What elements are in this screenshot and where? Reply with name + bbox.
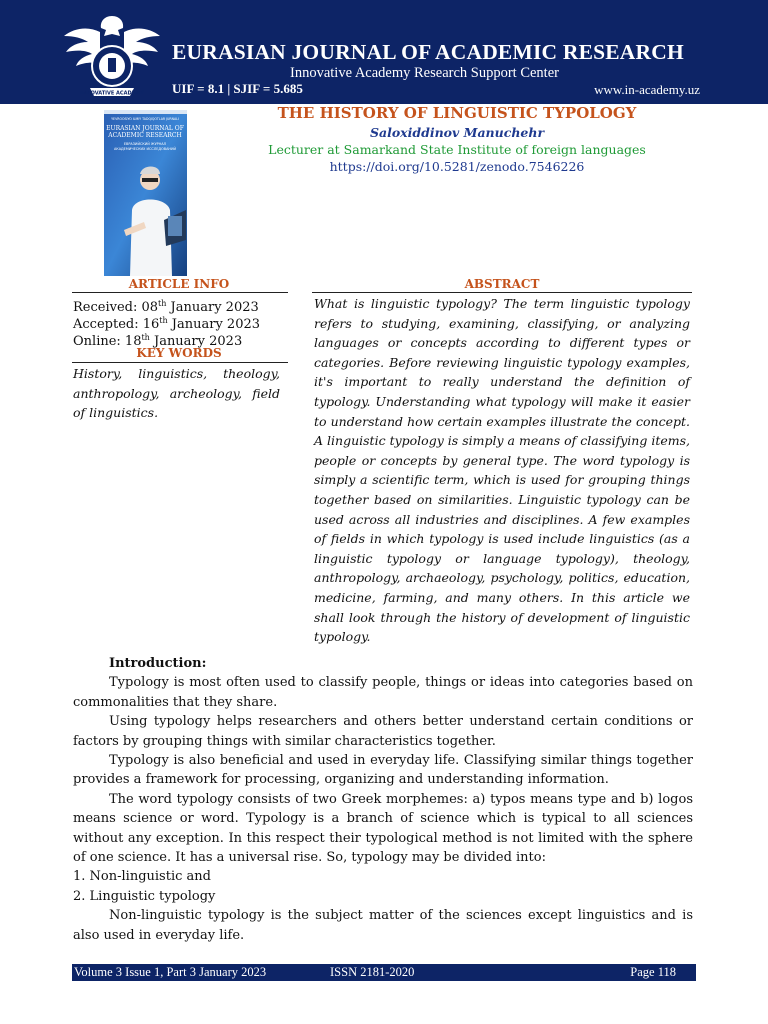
body-paragraph: Typology is also beneficial and used in everyday life. Classifying similar things together provides a framework for processing, organizing and understanding information. [73, 753, 693, 788]
journal-header [0, 0, 768, 104]
body-paragraph: Non-linguistic typology is the subject matter of the sciences except linguistics and is also used in everyday life. [73, 908, 693, 943]
received-date: Received: 08th January 2023 [73, 299, 259, 315]
list-item: 2. Linguistic typology [73, 888, 216, 904]
cover-title-line1: EURASIAN JOURNAL OF [106, 125, 184, 132]
footer-issn: ISSN 2181-2020 [330, 965, 415, 979]
list-item: 1. Non-linguistic and [73, 869, 211, 885]
article-author: Saloxiddinov Manuchehr [369, 125, 545, 140]
body-paragraph: Typology is most often used to classify people, things or ideas into categories based on commonalities that they share. [73, 675, 693, 710]
body-paragraph: Using typology helps researchers and others better understand certain conditions or factors by grouping things with similar characteristics together. [73, 714, 693, 749]
journal-indexes: UIF = 8.1 | SJIF = 5.685 [172, 81, 303, 96]
cover-sub-line2: АКАДЕМИЧЕСКИХ ИССЛЕДОВАНИЙ [113, 147, 177, 151]
emblem-label: INNOVATIVE ACADEMY [80, 90, 144, 97]
introduction-heading: Introduction: [109, 656, 207, 671]
article-title: THE HISTORY OF LINGUISTIC TYPOLOGY [277, 104, 637, 122]
journal-subtitle: Innovative Academy Research Support Center [290, 65, 559, 81]
article-info-heading: ARTICLE INFO [128, 277, 230, 291]
footer-volume: Volume 3 Issue 1, Part 3 January 2023 [74, 965, 267, 979]
keywords-heading: KEY WORDS [136, 346, 222, 360]
doi-link[interactable]: https://doi.org/10.5281/zenodo.7546226 [329, 159, 585, 174]
cover-top-line: YEVROOSIYO ILMIY TADQIQOTLAR JURNALI [111, 117, 179, 121]
author-affiliation: Lecturer at Samarkand State Institute of foreign languages [268, 142, 646, 157]
cover-title-line2: ACADEMIC RESEARCH [108, 132, 182, 139]
cover-sub-line1: ЕВРАЗИЙСКИЙ ЖУРНАЛ [123, 142, 167, 146]
keywords-divider [72, 362, 288, 363]
keywords-text: History, linguistics, theology, anthropology, archeology, field of linguistics. [73, 366, 280, 420]
abstract-divider [312, 292, 692, 293]
journal-title: EURASIAN JOURNAL OF ACADEMIC RESEARCH [172, 40, 684, 64]
article-body [73, 654, 693, 945]
eagle-emblem-icon [60, 6, 164, 102]
journal-website-link[interactable]: www.in-academy.uz [594, 82, 700, 97]
accepted-date: Accepted: 16th January 2023 [73, 316, 261, 332]
body-paragraph: The word typology consists of two Greek morphemes: a) typos means type and b) logos means science or word. Typology is a branch of science which is typical to all sciences without any exception. In this respect their typological method is not limited with the sphere of one science. It has a universal rise. So, typology may be divided into: [73, 791, 693, 866]
online-date: Online: 18th January 2023 [73, 333, 243, 349]
journal-cover-image [104, 110, 187, 276]
page-footer [72, 964, 696, 981]
article-info-divider [72, 292, 288, 293]
abstract-text: What is linguistic typology? The term linguistic typology refers to studying, examining, classifying, or analyzing languages or concepts according to different types or categories. Before reviewing linguistic typology examples, it's important to really understand the definition of typology. Understanding what typology will make it easier to understand how certain examples illustrate the concept. A linguistic typology is simply a means of classifying items, people or concepts by general type. The word typology is simply a scientific term, which is used for grouping things together based on similarities. Linguistic typology can be used across all industries and disciplines. A few examples of fields in which typology is used include linguistics (as a linguistic typology or language typology), theology, anthropology, archaeology, psychology, politics, education, medicine, farming, and many others. In this article we shall look through the history of development of linguistic typology. [314, 296, 690, 645]
abstract-heading: ABSTRACT [464, 277, 540, 291]
footer-page-number: Page 118 [630, 965, 676, 979]
